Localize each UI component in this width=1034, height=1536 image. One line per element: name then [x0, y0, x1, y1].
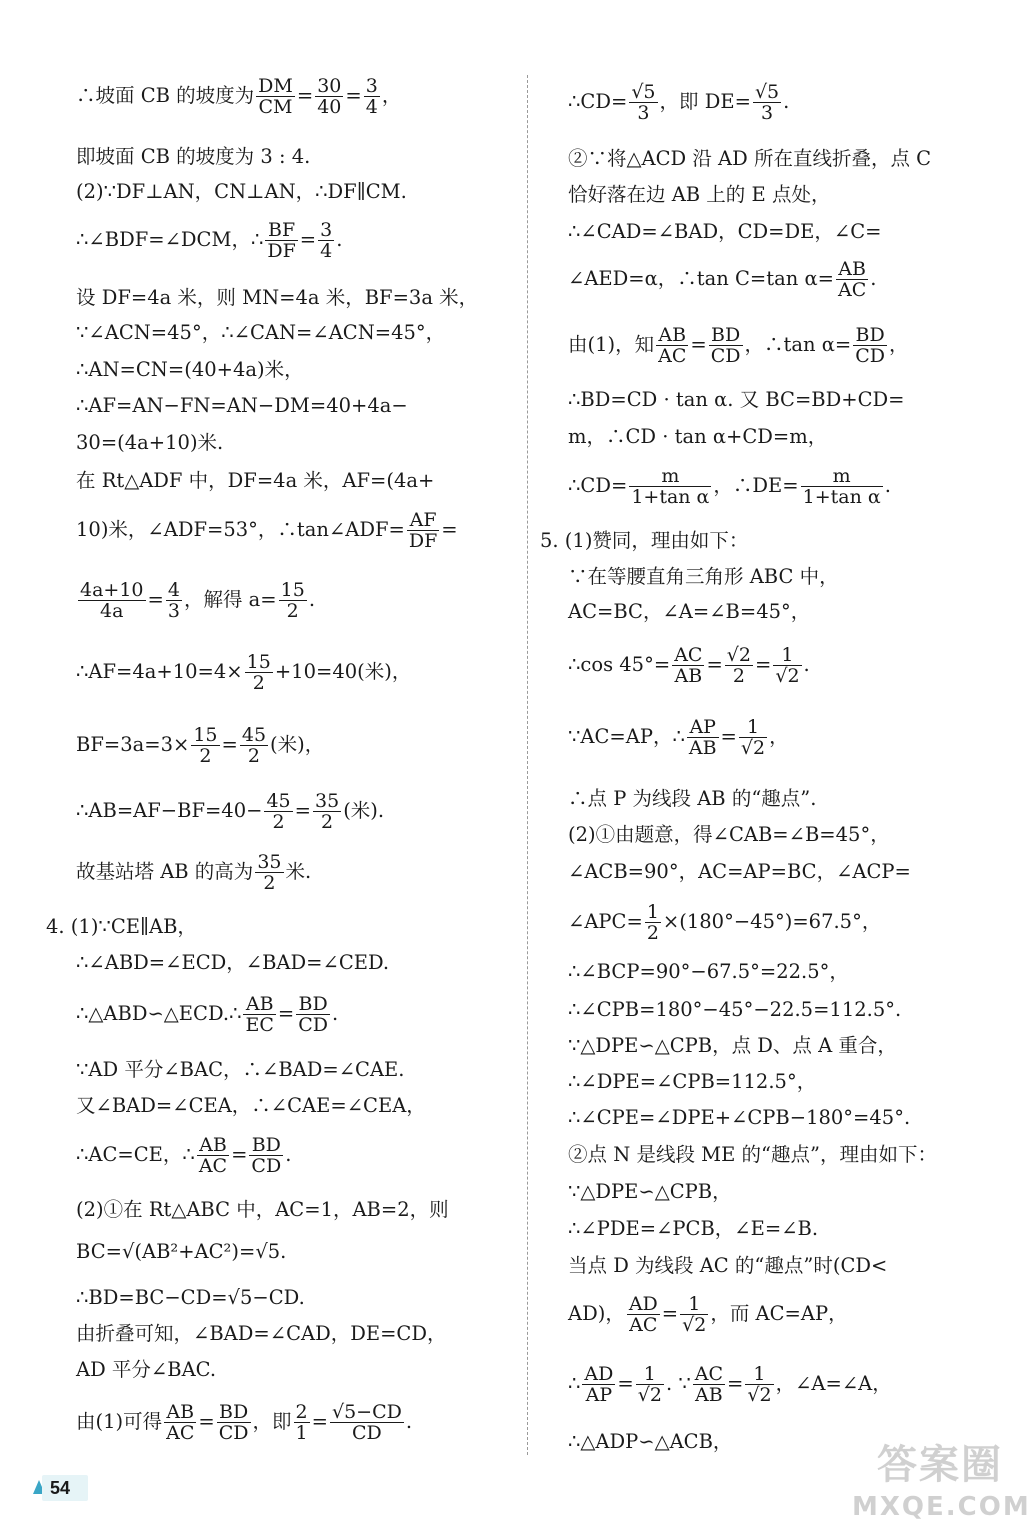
- fraction: $\frac{BD}{CD}$: [251, 1134, 282, 1177]
- fraction: $\frac{AB}{AC}$: [658, 324, 687, 367]
- watermark-url: MXQE.COM: [852, 1492, 1031, 1522]
- fraction: $\frac{30}{40}$: [317, 75, 342, 118]
- fraction: $\frac{m}{\text{1+tan α}}$: [802, 465, 881, 508]
- fraction: $\frac{√2}{2}$: [726, 644, 751, 687]
- solution-line: m，∴CD · tan α+CD=m，: [568, 425, 828, 448]
- solution-line: ∵在等腰直角三角形 ABC 中，: [568, 565, 839, 588]
- fraction: $\frac{AD}{AC}$: [628, 1293, 658, 1336]
- fraction: $\frac{DM}{CM}$: [258, 75, 293, 118]
- solution-line: ∴AC=CE，∴ $\frac{AB}{AC}$ = $\frac{BD}{CD}$ .: [76, 1134, 292, 1177]
- problem-4-heading: 4. (1)∵CE∥AB，: [46, 915, 197, 938]
- fraction: $\frac{1}{√2}$: [747, 1363, 772, 1406]
- solution-line: ∴∠ABD=∠ECD，∠BAD=∠CED.: [76, 951, 390, 974]
- solution-line: ∴∠DPE=∠CPB=112.5°，: [568, 1070, 817, 1093]
- fraction: $\frac{1}{2}$: [646, 901, 659, 944]
- fraction: $\frac{BD}{CD}$: [710, 324, 741, 367]
- solution-line: 恰好落在边 AB 上的 E 点处，: [568, 183, 831, 206]
- solution-line: 30=(4a+10)米.: [76, 431, 224, 454]
- solution-line: 在 Rt△ADF 中，DF=4a 米，AF=(4a+: [76, 469, 435, 492]
- fraction: $\frac{AB}{AC}$: [166, 1401, 195, 1444]
- fraction: $\frac{AB}{AC}$: [838, 258, 867, 301]
- fraction: $\frac{AC}{AB}$: [694, 1363, 724, 1406]
- fraction: $\frac{3}{4}$: [365, 75, 378, 118]
- solution-line: AC=BC，∠A=∠B=45°，: [568, 600, 811, 623]
- fraction: $\frac{15}{2}$: [193, 724, 218, 767]
- fraction: $\frac{15}{2}$: [246, 651, 271, 694]
- fraction: $\frac{m}{\text{1+tan α}}$: [631, 465, 710, 508]
- solution-line: 由(1)，知 $\frac{AB}{AC}$ = $\frac{BD}{CD}$ ，∴tan α= $\frac{BD}{CD}$ ，: [568, 324, 909, 367]
- solution-line: 又∠BAD=∠CEA，∴∠CAE=∠CEA，: [76, 1094, 426, 1117]
- solution-line: ∴CD= $\frac{√5}{3}$ ，即 DE= $\frac{√5}{3}$ .: [568, 81, 790, 124]
- solution-line: 当点 D 为线段 AC 的“趣点”时(CD<: [568, 1254, 888, 1277]
- solution-line: ∠ACB=90°，AC=AP=BC，∠ACP=: [568, 860, 911, 883]
- watermark: [852, 1440, 1031, 1532]
- fraction: $\frac{35}{2}$: [315, 790, 340, 833]
- solution-line: $\frac{4a+10}{4a}$ = $\frac{4}{3}$ ，解得 a= $\frac{15}{2}$ .: [80, 579, 316, 622]
- fraction: $\frac{√5}{3}$: [754, 81, 780, 124]
- fraction: $\frac{AF}{DF}$: [408, 509, 438, 552]
- solution-line: AD)， $\frac{AD}{AC}$ = $\frac{1}{√2}$ ，而 AC=AP，: [568, 1293, 848, 1336]
- solution-line: 由折叠可知，∠BAD=∠CAD，DE=CD，: [76, 1322, 447, 1345]
- fraction: $\frac{√5-CD}{CD}$: [331, 1401, 402, 1444]
- solution-line: ∴BD=CD · tan α. 又 BC=BD+CD=: [568, 388, 905, 411]
- fraction: $\frac{45}{2}$: [266, 790, 291, 833]
- solution-line: ∵△DPE∽△CPB，点 D、点 A 重合，: [568, 1034, 897, 1057]
- fraction: $\frac{BD}{CD}$: [855, 324, 886, 367]
- fraction: $\frac{15}{2}$: [280, 579, 305, 622]
- fraction: $\frac{√5}{3}$: [631, 81, 656, 124]
- solution-line: ∴cos 45°= $\frac{AC}{AB}$ = $\frac{√2}{2}$ = $\frac{1}{√2}$ .: [568, 644, 810, 687]
- fraction: $\frac{BF}{DF}$: [267, 219, 296, 262]
- solution-line: ∵AC=AP，∴ $\frac{AP}{AB}$ = $\frac{1}{√2}$ ，: [568, 716, 789, 759]
- solution-line: ∴AB=AF−BF=40− $\frac{45}{2}$ = $\frac{35}{2}$ (米).: [76, 790, 385, 833]
- watermark-title: 答案圈: [877, 1442, 1003, 1488]
- solution-line: (2)①在 Rt△ABC 中，AC=1，AB=2，则: [76, 1198, 449, 1221]
- fraction: $\frac{35}{2}$: [257, 851, 282, 894]
- fraction: $\frac{2}{1}$: [295, 1401, 308, 1444]
- fraction: $\frac{1}{√2}$: [637, 1363, 662, 1406]
- solution-line: ∴∠CPB=180°−45°−22.5=112.5°.: [568, 998, 902, 1021]
- solution-line: ∠AED=α，∴tan C=tan α= $\frac{AB}{AC}$ .: [568, 258, 877, 301]
- solution-line: ∴∠PDE=∠PCB，∠E=∠B.: [568, 1217, 819, 1240]
- solution-line: BC=√(AB²+AC²)=√5.: [76, 1240, 287, 1263]
- fraction: $\frac{AB}{EC}$: [245, 993, 274, 1036]
- solution-line: ∴∠CPE=∠DPE+∠CPB−180°=45°.: [568, 1106, 911, 1129]
- solution-line: ∴△ABD∽△ECD.∴ $\frac{AB}{EC}$ = $\frac{BD}{CD}$ .: [76, 993, 339, 1036]
- fraction: $\frac{AP}{AB}$: [688, 716, 717, 759]
- solution-line: ∴∠BCP=90°−67.5°=22.5°，: [568, 960, 849, 983]
- solution-line: ∵AD 平分∠BAC，∴∠BAD=∠CAE.: [76, 1058, 405, 1081]
- fraction: $\frac{AD}{AP}$: [584, 1363, 614, 1406]
- solution-line: (2)①由题意，得∠CAB=∠B=45°，: [568, 823, 890, 846]
- solution-line: 10)米，∠ADF=53°，∴tan∠ADF= $\frac{AF}{DF}$ =: [76, 509, 458, 552]
- solution-line: 由(1)可得 $\frac{AB}{AC}$ = $\frac{BD}{CD}$ ，即 $\frac{2}{1}$ = $\frac{√5-CD}{CD}$ .: [76, 1401, 413, 1444]
- solution-line: ∠APC= $\frac{1}{2}$ ×(180°−45°)=67.5°，: [568, 901, 882, 944]
- fraction: $\frac{1}{√2}$: [775, 644, 800, 687]
- solution-line: ②点 N 是线段 ME 的“趣点”，理由如下：: [568, 1143, 937, 1166]
- solution-line: 设 DF=4a 米，则 MN=4a 米，BF=3a 米，: [76, 286, 479, 309]
- solution-line: ∴△ADP∽△ACB，: [568, 1430, 733, 1453]
- solution-line: ∴BD=BC−CD=√5−CD.: [76, 1286, 305, 1309]
- solution-line: ∴AF=AN−FN=AN−DM=40+4a−: [76, 394, 408, 417]
- solution-line: 故基站塔 AB 的高为 $\frac{35}{2}$ 米.: [76, 851, 312, 894]
- solution-line: 即坡面 CB 的坡度为 3 : 4.: [76, 145, 311, 168]
- fraction: $\frac{AC}{AB}$: [674, 644, 703, 687]
- page-number: 54: [42, 1475, 88, 1501]
- solution-line: ∴∠CAD=∠BAD，CD=DE，∠C=: [568, 220, 882, 243]
- solution-line: ∴ $\frac{AD}{AP}$ = $\frac{1}{√2}$ . ∵ $\frac{AC}{AB}$ = $\frac{1}{√2}$ ，∠A=∠A，: [568, 1363, 892, 1406]
- fraction: $\frac{4a+10}{4a}$: [80, 579, 144, 622]
- column-divider: [527, 75, 528, 1455]
- solution-line: ∵∠ACN=45°，∴∠CAN=∠ACN=45°，: [76, 321, 446, 344]
- fraction: $\frac{4}{3}$: [167, 579, 180, 622]
- fraction: $\frac{BD}{CD}$: [298, 993, 329, 1036]
- solution-line: ∴点 P 为线段 AB 的“趣点”.: [568, 787, 817, 810]
- solution-line: ∴AN=CN=(40+4a)米，: [76, 358, 304, 381]
- solution-line: ∴坡面 CB 的坡度为 $\frac{DM}{CM}$ = $\frac{30}{40}$ = $\frac{3}{4}$ ，: [76, 75, 402, 118]
- solution-line: BF=3a=3× $\frac{15}{2}$ = $\frac{45}{2}$ (米)，: [76, 724, 325, 767]
- solution-line: ∴AF=4a+10=4× $\frac{15}{2}$ +10=40(米)，: [76, 651, 412, 694]
- solution-line: ∴∠BDF=∠DCM，∴ $\frac{BF}{DF}$ = $\frac{3}{4}$ .: [76, 219, 343, 262]
- solution-line: (2)∵DF⊥AN，CN⊥AN，∴DF∥CM.: [76, 180, 407, 203]
- solution-line: ∵△DPE∽△CPB，: [568, 1180, 732, 1203]
- fraction: $\frac{3}{4}$: [320, 219, 333, 262]
- fraction: $\frac{1}{√2}$: [740, 716, 766, 759]
- solution-line: ∴CD= $\frac{m}{\text{1+tan α}}$ ，∴DE= $\frac{m}{\text{1+tan α}}$ .: [568, 465, 891, 508]
- fraction: $\frac{BD}{CD}$: [218, 1401, 249, 1444]
- solution-line: ②∵将△ACD 沿 AD 所在直线折叠，点 C: [568, 147, 932, 170]
- solution-line: AD 平分∠BAC.: [76, 1358, 217, 1381]
- problem-5-heading: 5. (1)赞同，理由如下：: [540, 529, 749, 552]
- fraction: $\frac{45}{2}$: [241, 724, 267, 767]
- fraction: $\frac{1}{√2}$: [682, 1293, 707, 1336]
- fraction: $\frac{AB}{AC}$: [198, 1134, 228, 1177]
